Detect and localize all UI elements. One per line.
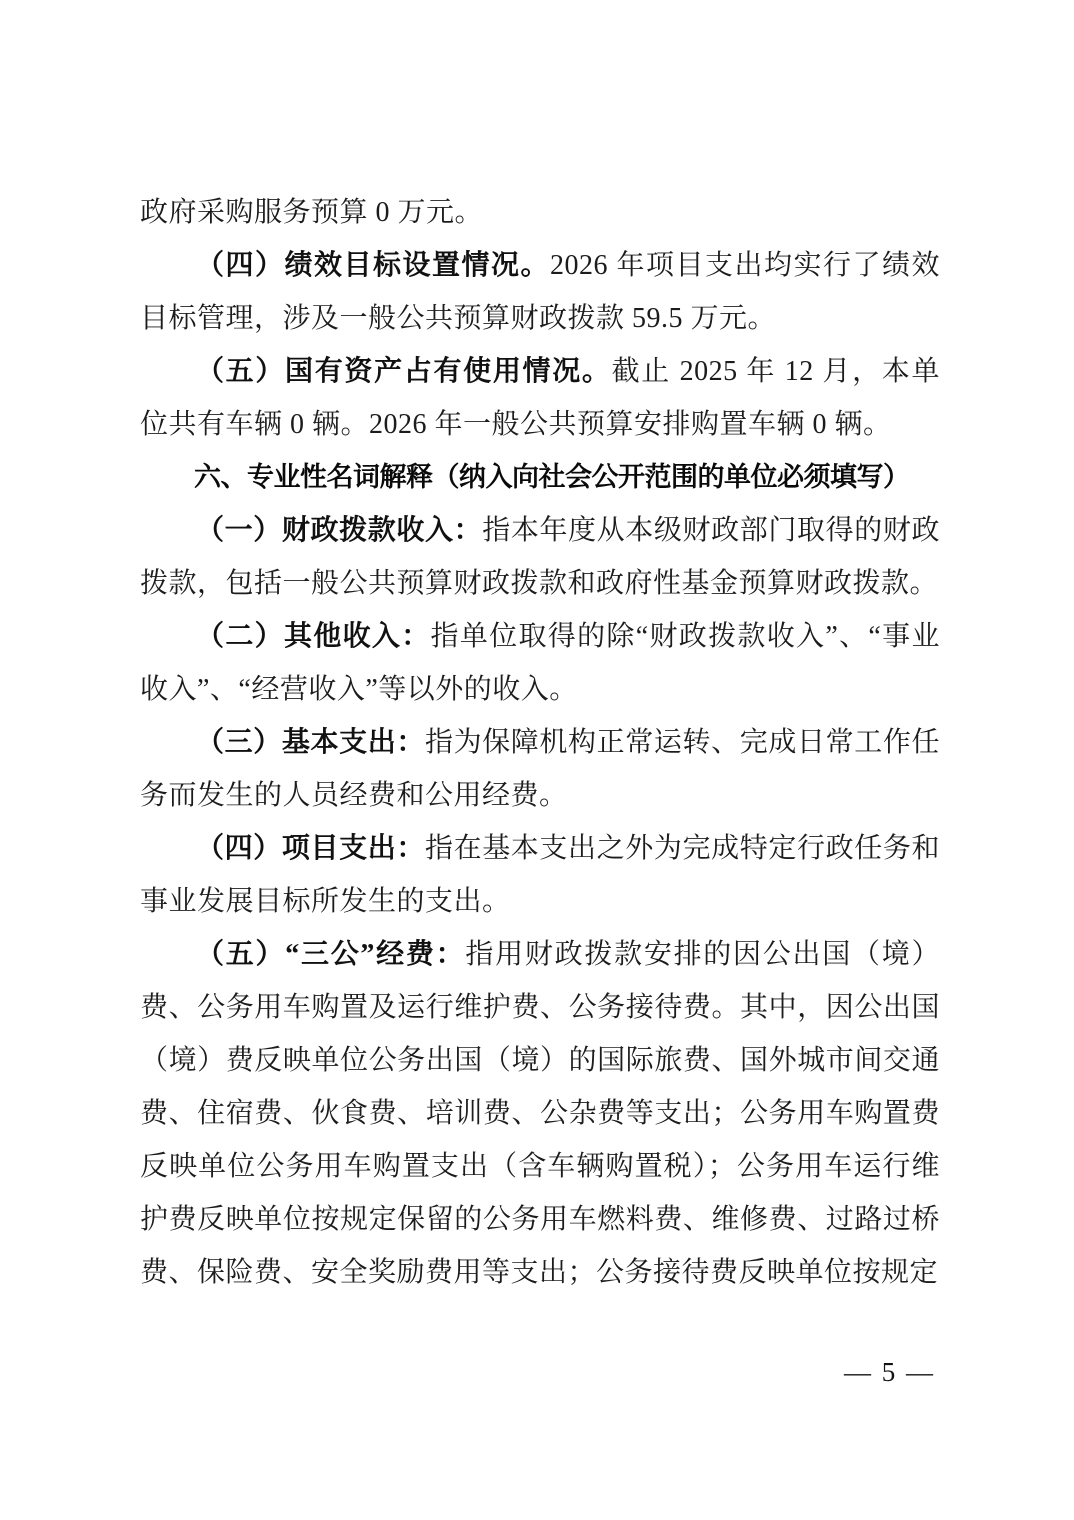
paragraph-term-other-income: [140, 610, 940, 716]
paragraph-procurement-budget: [140, 186, 940, 239]
paragraph-term-project-expenditure: [140, 822, 940, 928]
paragraph-text: 指用财政拨款安排的因公出国（境）费、公务用车购置及运行维护费、公务接待费。其中，因公出国（境）费反映单位公务出国（境）的国际旅费、国外城市间交通费、住宿费、伙食费、培训费、公杂费等支出；公务用车购置费反映单位公务用车购置支出（含车辆购置税）；公务用车运行维护费反映单位按规定保留的公务用车燃料费、维修费、过路过桥费、保险费、安全奖励费用等支出；公务接待费反映单位按规定: [140, 939, 940, 1288]
paragraph-term-fiscal-appropriation-income: [140, 504, 940, 610]
paragraph-text: 截止 2025 年 12 月，本单位共有车辆 0 辆。2026 年一般公共预算安排购置车辆 0 辆。: [140, 356, 940, 440]
paragraph-text: 指在基本支出之外为完成特定行政任务和事业发展目标所发生的支出。: [140, 833, 940, 917]
paragraph-text: 2026 年项目支出均实行了绩效目标管理，涉及一般公共预算财政拨款 59.5 万元。: [140, 250, 940, 334]
paragraph-lead: （三）基本支出：: [196, 727, 425, 758]
document-body: [140, 186, 940, 1299]
paragraph-term-three-public-funds: [140, 928, 940, 1299]
paragraph-performance-targets: [140, 239, 940, 345]
paragraph-state-assets: [140, 345, 940, 451]
paragraph-term-basic-expenditure: [140, 716, 940, 822]
paragraph-lead: （五）“三公”经费：: [196, 939, 466, 970]
page-number: — 5 —: [844, 1357, 935, 1387]
section-heading-text: 六、专业性名词解释（纳入向社会公开范围的单位必须填写）: [194, 462, 910, 492]
paragraph-text: 政府采购服务预算 0 万元。: [140, 197, 484, 228]
paragraph-lead: （五）国有资产占有使用情况。: [196, 356, 612, 387]
paragraph-text: 指本年度从本级财政部门取得的财政拨款，包括一般公共预算财政拨款和政府性基金预算财政拨款。: [140, 515, 940, 599]
paragraph-text: 指单位取得的除“财政拨款收入”、“事业收入”、“经营收入”等以外的收入。: [140, 621, 940, 705]
paragraph-lead: （二）其他收入：: [196, 621, 431, 652]
paragraph-lead: （四）绩效目标设置情况。: [196, 250, 550, 281]
section-heading-terminology: [140, 451, 940, 504]
paragraph-lead: （四）项目支出：: [196, 833, 425, 864]
paragraph-text: 指为保障机构正常运转、完成日常工作任务而发生的人员经费和公用经费。: [140, 727, 940, 811]
paragraph-lead: （一）财政拨款收入：: [196, 515, 483, 546]
